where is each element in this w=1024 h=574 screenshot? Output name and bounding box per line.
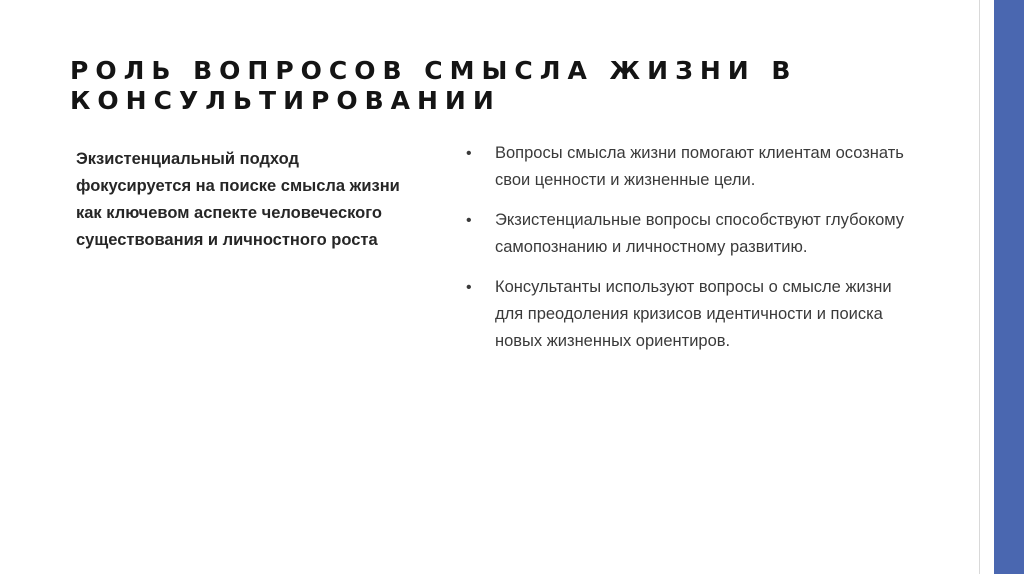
bullet-text: Экзистенциальные вопросы способствуют глубокому самопознанию и личностному развитию. <box>495 211 905 256</box>
slide-title: РОЛЬ ВОПРОСОВ СМЫСЛА ЖИЗНИ В КОНСУЛЬТИРОВАНИИ <box>70 56 798 115</box>
bullet-item <box>466 140 906 194</box>
bullet-item <box>466 207 906 261</box>
bullet-dot-icon: • <box>466 145 472 162</box>
bullet-dot-icon: • <box>466 212 472 229</box>
intro-paragraph: Экзистенциальный подход фокусируется на поиске смысла жизни как ключевом аспекте человеческого существования и личностного роста <box>76 150 400 249</box>
bullet-text: Консультанты используют вопросы о смысле жизни для преодоления кризисов идентичности и поиска новых жизненных ориентиров. <box>495 278 892 350</box>
bullet-item <box>466 274 906 355</box>
bullet-text: Вопросы смысла жизни помогают клиентам осознать свои ценности и жизненные цели. <box>495 144 904 189</box>
slide-edge-line <box>979 0 980 574</box>
bullet-list <box>466 140 906 368</box>
accent-bar <box>994 0 1024 574</box>
bullet-dot-icon: • <box>466 279 472 296</box>
